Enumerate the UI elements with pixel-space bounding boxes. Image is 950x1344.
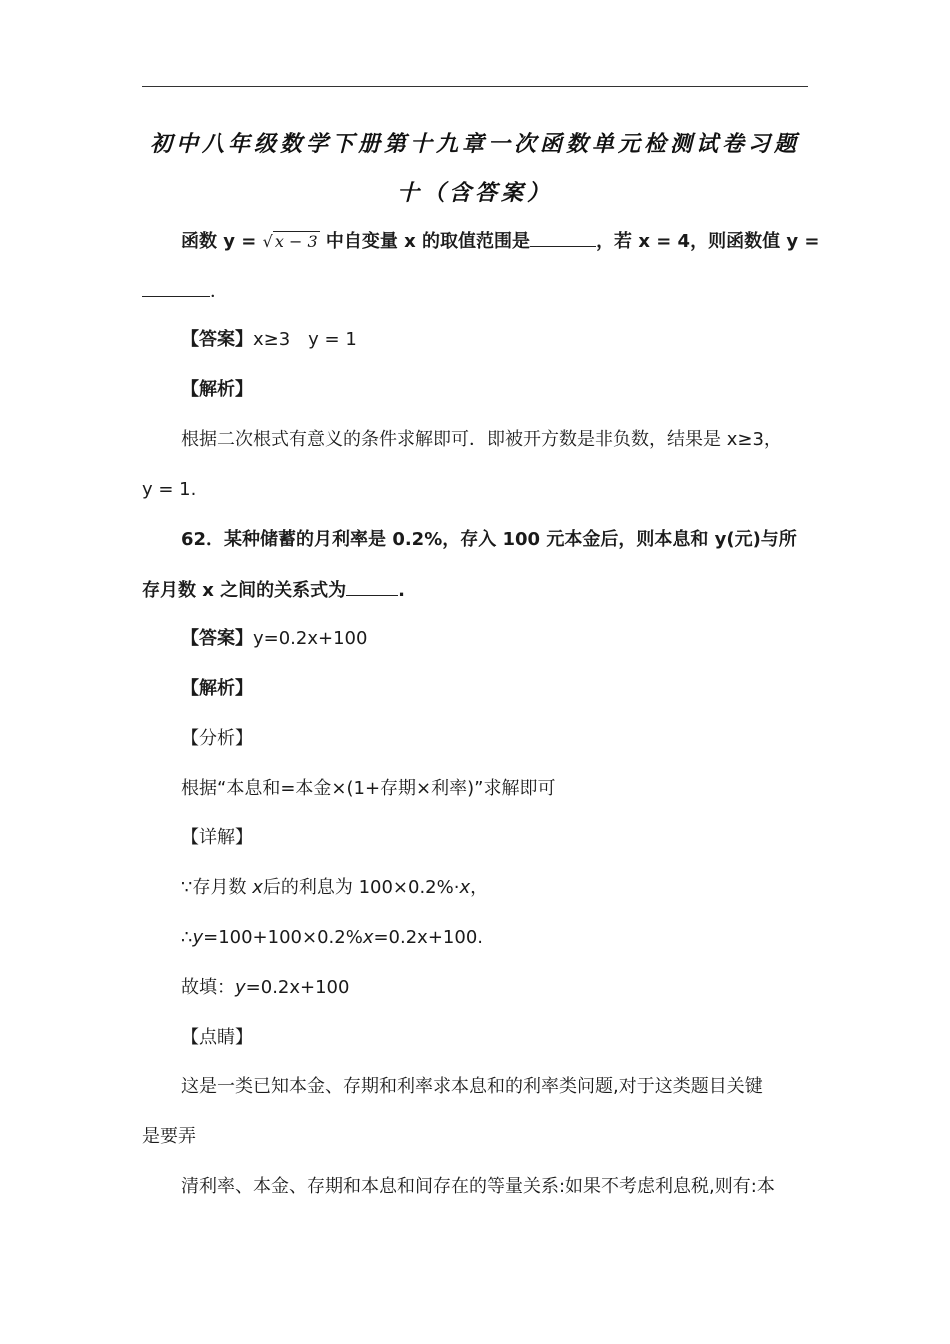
q62-text-b: . <box>398 580 405 601</box>
dianjing-label: 【点睛】 <box>181 1027 253 1048</box>
step1-text-c: ， <box>470 877 489 898</box>
step1-var-x2: x <box>459 877 471 898</box>
q1-stem-line2 <box>142 278 812 305</box>
q62-text-a: 存月数 x 之间的关系式为 <box>142 580 347 601</box>
step1-text-b: 后的利息为 100×0.2%· <box>262 877 460 898</box>
xiangjie-label: 【详解】 <box>181 827 253 848</box>
answer-text: y=0.2x+100 <box>253 628 368 649</box>
answer-blank-1 <box>530 228 596 247</box>
step2-therefore: ∴ <box>181 927 193 948</box>
document-title-line2: 十（含答案） <box>396 180 553 206</box>
q1-text-b: 中自变量 x 的取值范围是 <box>325 231 531 252</box>
dianjing-line3: 清利率、本金、存期和本息和间存在的等量关系:如果不考虑利息税,则有:本 <box>181 1176 775 1197</box>
fill-text-b: =0.2x+100 <box>245 977 350 998</box>
sqrt-expression: √ x − 3 <box>262 232 318 251</box>
fill-var-y: y <box>235 977 246 998</box>
header-rule <box>142 86 808 87</box>
step2-text-b: =100+100×0.2% <box>203 927 363 948</box>
step2-var-y: y <box>192 927 204 948</box>
q1-analysis-line2: y = 1. <box>142 479 197 500</box>
q62-stem-line1: 62．某种储蓄的月利率是 0.2%，存入 100 元本金后，则本息和 y(元)与所 <box>181 529 797 550</box>
q62-answer <box>181 626 851 652</box>
fill-text-a: 故填： <box>181 977 235 998</box>
q1-text-c: ，若 x = 4，则函数值 y = <box>596 231 820 252</box>
q1-stem-line1 <box>181 228 851 255</box>
answer-blank-3 <box>346 577 398 596</box>
step2-text-c: =0.2x+100. <box>373 927 483 948</box>
q1-text-a: 函数 y = <box>181 231 257 252</box>
dianjing-line2: 是要弄 <box>142 1126 196 1147</box>
q62-stem-line2 <box>142 577 812 604</box>
q1-answer <box>181 327 851 353</box>
answer-label: 【答案】 <box>181 329 253 350</box>
step2-var-x: x <box>362 927 374 948</box>
q62-analysis-label: 【解析】 <box>181 678 253 699</box>
answer-label: 【答案】 <box>181 628 253 649</box>
step1-var-x: x <box>252 877 263 898</box>
fenxi-text: 根据“本息和=本金×(1+存期×利率)”求解即可 <box>181 778 556 799</box>
fenxi-label: 【分析】 <box>181 728 253 749</box>
step1-text-a: ∵存月数 <box>181 877 253 898</box>
solution-step-1 <box>181 875 851 901</box>
document-title-line1: 初中八年级数学下册第十九章一次函数单元检测试卷习题 <box>149 131 800 157</box>
dianjing-line1: 这是一类已知本金、存期和利率求本息和的利率类问题,对于这类题目关键 <box>181 1076 763 1097</box>
solution-step-2 <box>181 925 851 951</box>
fill-answer <box>181 975 851 1001</box>
sqrt-radicand: x − 3 <box>274 232 318 251</box>
q1-analysis-line1: 根据二次根式有意义的条件求解即可．即被开方数是非负数，结果是 x≥3， <box>181 429 782 450</box>
answer-text: x≥3 y = 1 <box>253 329 357 350</box>
q1-text-d: ． <box>210 281 228 302</box>
answer-blank-2 <box>142 278 210 297</box>
q1-analysis-label: 【解析】 <box>181 379 253 400</box>
